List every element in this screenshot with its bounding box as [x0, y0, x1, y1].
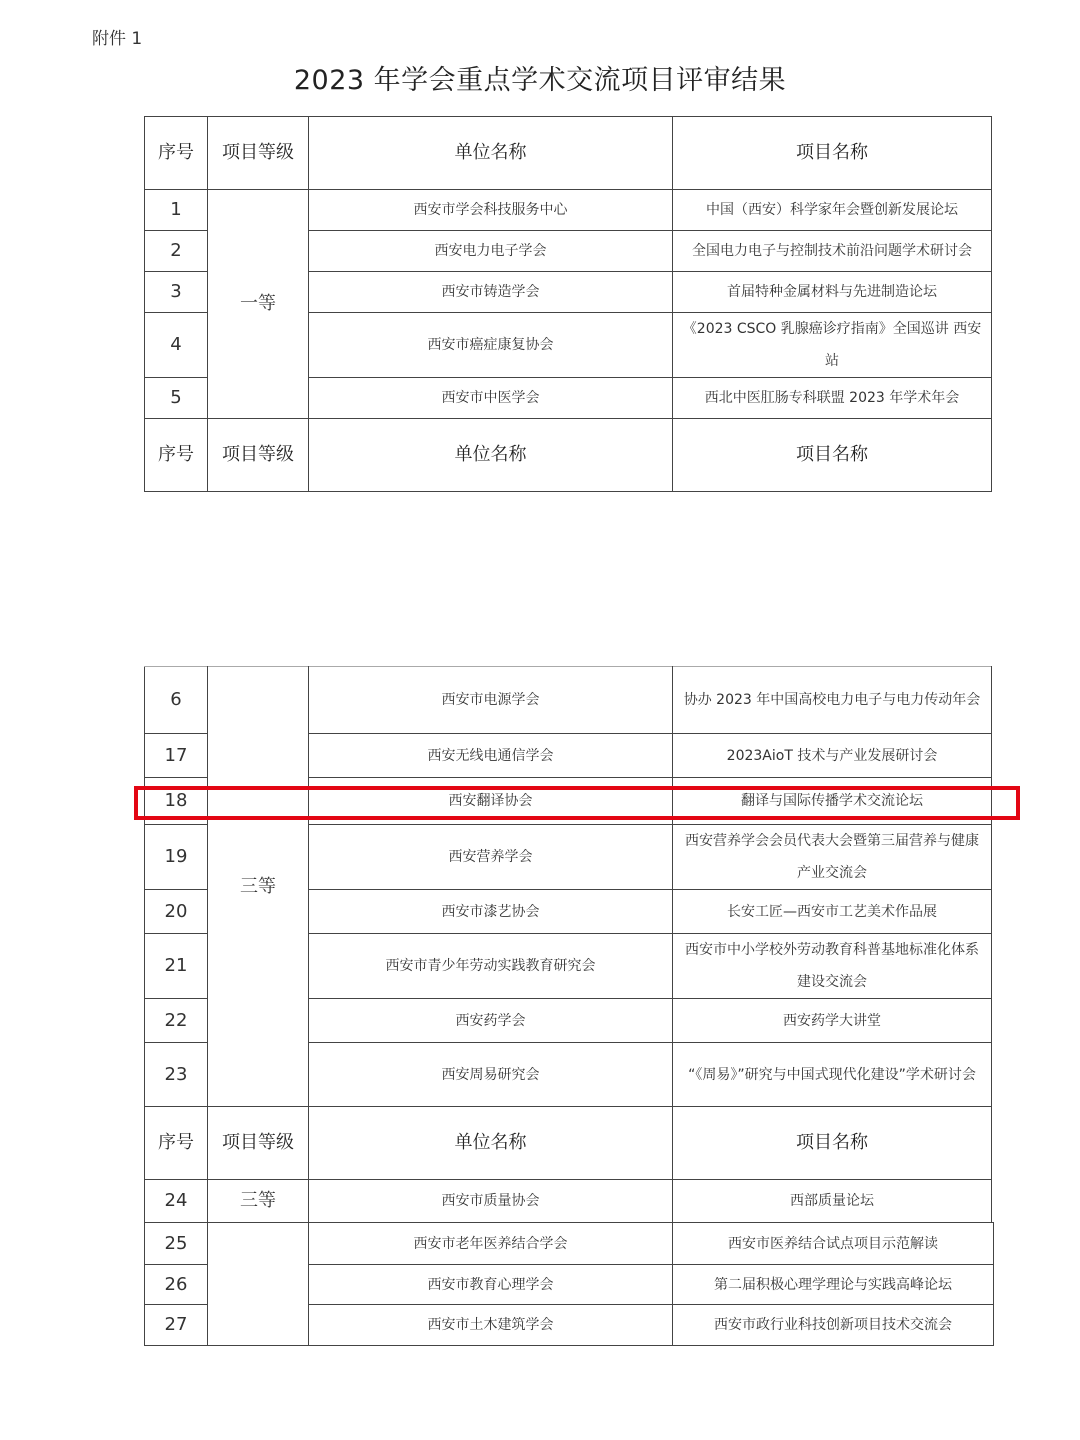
header-index: 序号 [145, 419, 208, 492]
unit-name: 西安市青少年劳动实践教育研究会 [309, 934, 673, 999]
project-name: 西安市医养结合试点项目示范解读 [673, 1223, 994, 1265]
header-unit: 单位名称 [309, 1107, 673, 1180]
row-number: 27 [145, 1305, 208, 1346]
row-number: 20 [145, 890, 208, 934]
table-header-row [145, 419, 992, 492]
row-number: 4 [145, 313, 208, 378]
project-name: 第二届积极心理学理论与实践高峰论坛 [673, 1265, 994, 1305]
row-number: 2 [145, 231, 208, 272]
unit-name: 西安电力电子学会 [309, 231, 673, 272]
project-name: 翻译与国际传播学术交流论坛 [673, 778, 992, 825]
attachment-label: 附件 1 [92, 29, 143, 49]
project-name: 西安营养学会会员代表大会暨第三届营养与健康产业交流会 [673, 825, 992, 890]
header-index: 序号 [145, 117, 208, 190]
row-number: 6 [145, 667, 208, 734]
row-number: 22 [145, 999, 208, 1043]
project-name: 《2023 CSCO 乳腺癌诊疗指南》全国巡讲 西安站 [673, 313, 992, 378]
unit-name: 西安市中医学会 [309, 378, 673, 419]
table-row [145, 190, 992, 231]
header-project: 项目名称 [673, 419, 992, 492]
row-number: 17 [145, 734, 208, 778]
unit-name: 西安市电源学会 [309, 667, 673, 734]
project-name: 西北中医肛肠专科联盟 2023 年学术年会 [673, 378, 992, 419]
project-name: 西安药学大讲堂 [673, 999, 992, 1043]
results-table-first-grade [144, 116, 992, 492]
project-name: 协办 2023 年中国高校电力电子与电力传动年会 [673, 667, 992, 734]
grade-cell-empty [208, 1223, 309, 1346]
page-title: 2023 年学会重点学术交流项目评审结果 [293, 65, 787, 96]
project-name: “《周易》”研究与中国式现代化建设”学术研讨会 [673, 1043, 992, 1107]
grade-cell-third: 三等 [208, 1180, 309, 1223]
row-number: 1 [145, 190, 208, 231]
table-header-row [145, 117, 992, 190]
project-name: 西部质量论坛 [673, 1180, 992, 1223]
row-number: 19 [145, 825, 208, 890]
row-number: 21 [145, 934, 208, 999]
header-grade: 项目等级 [208, 419, 309, 492]
unit-name: 西安药学会 [309, 999, 673, 1043]
grade-cell-third: 三等 [208, 667, 309, 1107]
header-grade: 项目等级 [208, 117, 309, 190]
table-row [145, 1223, 994, 1265]
header-unit: 单位名称 [309, 117, 673, 190]
table-row [145, 1180, 992, 1223]
project-name: 2023AioT 技术与产业发展研讨会 [673, 734, 992, 778]
header-grade: 项目等级 [208, 1107, 309, 1180]
table-header-row [145, 1107, 992, 1180]
row-number: 24 [145, 1180, 208, 1223]
row-number: 26 [145, 1265, 208, 1305]
project-name: 中国（西安）科学家年会暨创新发展论坛 [673, 190, 992, 231]
row-number: 3 [145, 272, 208, 313]
project-name: 西安市政行业科技创新项目技术交流会 [673, 1305, 994, 1346]
unit-name: 西安营养学会 [309, 825, 673, 890]
unit-name: 西安市土木建筑学会 [309, 1305, 673, 1346]
results-table-third-grade [144, 666, 992, 1223]
unit-name: 西安市漆艺协会 [309, 890, 673, 934]
unit-name: 西安翻译协会 [309, 778, 673, 825]
unit-name: 西安市铸造学会 [309, 272, 673, 313]
unit-name: 西安市质量协会 [309, 1180, 673, 1223]
unit-name: 西安市学会科技服务中心 [309, 190, 673, 231]
unit-name: 西安市教育心理学会 [309, 1265, 673, 1305]
row-number: 23 [145, 1043, 208, 1107]
header-index: 序号 [145, 1107, 208, 1180]
project-name: 西安市中小学校外劳动教育科普基地标准化体系建设交流会 [673, 934, 992, 999]
unit-name: 西安市老年医养结合学会 [309, 1223, 673, 1265]
grade-cell-first: 一等 [208, 190, 309, 419]
project-name: 长安工匠—西安市工艺美术作品展 [673, 890, 992, 934]
highlight-box [134, 786, 1020, 820]
header-project: 项目名称 [673, 1107, 992, 1180]
header-unit: 单位名称 [309, 419, 673, 492]
unit-name: 西安周易研究会 [309, 1043, 673, 1107]
table-row [145, 667, 992, 734]
unit-name: 西安市癌症康复协会 [309, 313, 673, 378]
row-number: 5 [145, 378, 208, 419]
project-name: 首届特种金属材料与先进制造论坛 [673, 272, 992, 313]
header-project: 项目名称 [673, 117, 992, 190]
row-number: 25 [145, 1223, 208, 1265]
unit-name: 西安无线电通信学会 [309, 734, 673, 778]
row-number: 18 [145, 778, 208, 825]
results-table-continued [144, 1222, 994, 1346]
project-name: 全国电力电子与控制技术前沿问题学术研讨会 [673, 231, 992, 272]
